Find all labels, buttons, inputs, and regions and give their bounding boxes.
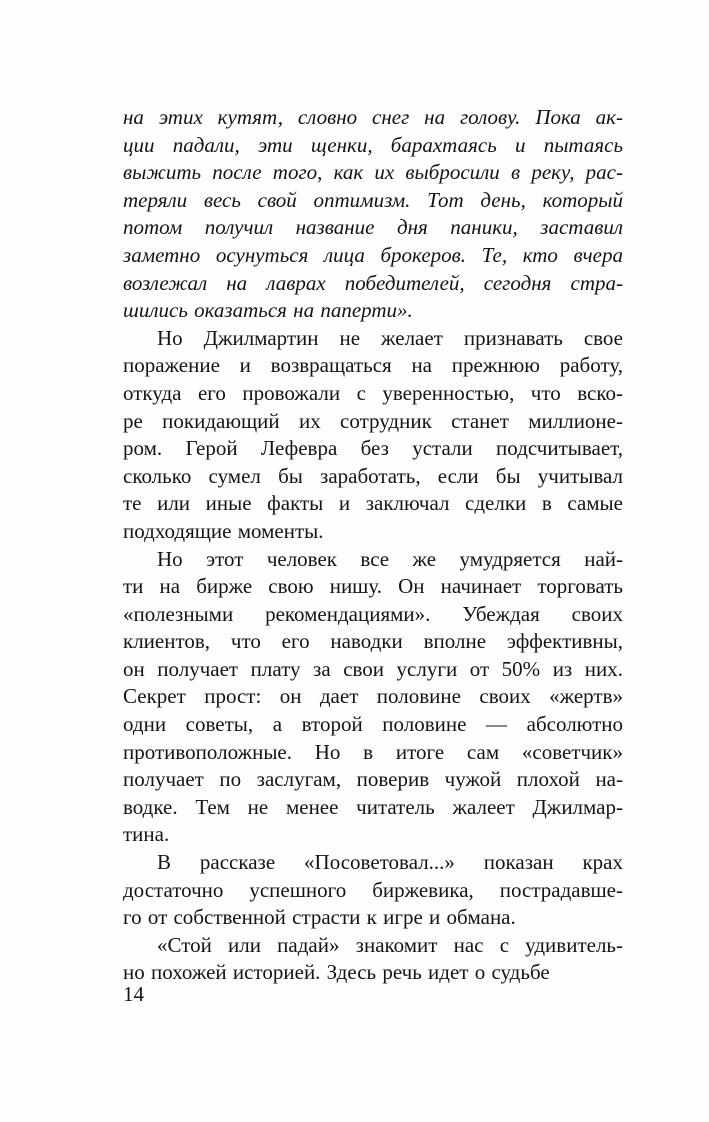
text-line: выжить после того, как их выбросили в реку, рас- [123, 160, 623, 185]
page-text [123, 104, 623, 987]
text-line: «Стой или падай» знакомит нас с удивитель- [157, 932, 623, 957]
text-line: теряли весь свой оптимизм. Тот день, который [123, 187, 623, 212]
page-number: 14 [123, 982, 144, 1006]
text-line: получает по заслугам, поверив чужой плохой на- [123, 767, 623, 792]
text-line: подходящие моменты. [123, 518, 324, 543]
text-line: поражение и возвращаться на прежнюю работу, [123, 353, 623, 378]
text-line: одни советы, а второй половине — абсолютно [123, 712, 623, 737]
text-line: шились оказаться на паперти». [123, 298, 413, 323]
text-line: Но Джилмартин не желает признавать свое [157, 325, 623, 350]
text-line: «полезными рекомендациями». Убеждая своих [123, 601, 623, 626]
text-line: те или иные факты и заключал сделки в самые [123, 491, 623, 516]
text-line: ти на бирже свою нишу. Он начинает торговать [123, 574, 623, 599]
text-line: тина. [123, 822, 170, 847]
text-line: сколько сумел бы заработать, если бы учитывал [123, 463, 623, 488]
text-line: Секрет прост: он дает половине своих «жертв» [123, 684, 623, 709]
text-line: на этих кутят, словно снег на голову. Пока ак- [123, 105, 623, 129]
text-line: но похожей историей. Здесь речь идет о судьбе [123, 960, 550, 985]
text-line: откуда его провожали с уверенностью, что вско- [123, 380, 623, 405]
text-line: водке. Тем не менее читатель жалеет Джилмар- [123, 794, 623, 819]
text-line: потом получил название дня паники, заставил [123, 215, 623, 240]
text-line: клиентов, что его наводки вполне эффективны, [123, 629, 623, 654]
text-line: он получает плату за свои услуги от 50% из них. [123, 656, 623, 681]
text-line: возлежал на лаврах победителей, сегодня стра- [123, 270, 623, 295]
text-line: го от собственной страсти к игре и обмана. [123, 905, 516, 930]
text-line: противоположные. Но в итоге сам «советчик» [123, 739, 623, 764]
text-line: достаточно успешного биржевика, пострадавше- [123, 877, 623, 902]
text-line: Но этот человек все же умудряется най- [157, 546, 623, 571]
text-line: ре покидающий их сотрудник станет миллионе- [123, 408, 623, 433]
text-line: заметно осунуться лица брокеров. Те, кто вчера [123, 242, 623, 267]
text-line: ром. Герой Лефевра без устали подсчитывает, [123, 436, 623, 461]
text-line: В рассказе «Посоветовал...» показан крах [157, 850, 623, 875]
text-line: ции падали, эти щенки, барахтаясь и пытаясь [123, 132, 623, 157]
